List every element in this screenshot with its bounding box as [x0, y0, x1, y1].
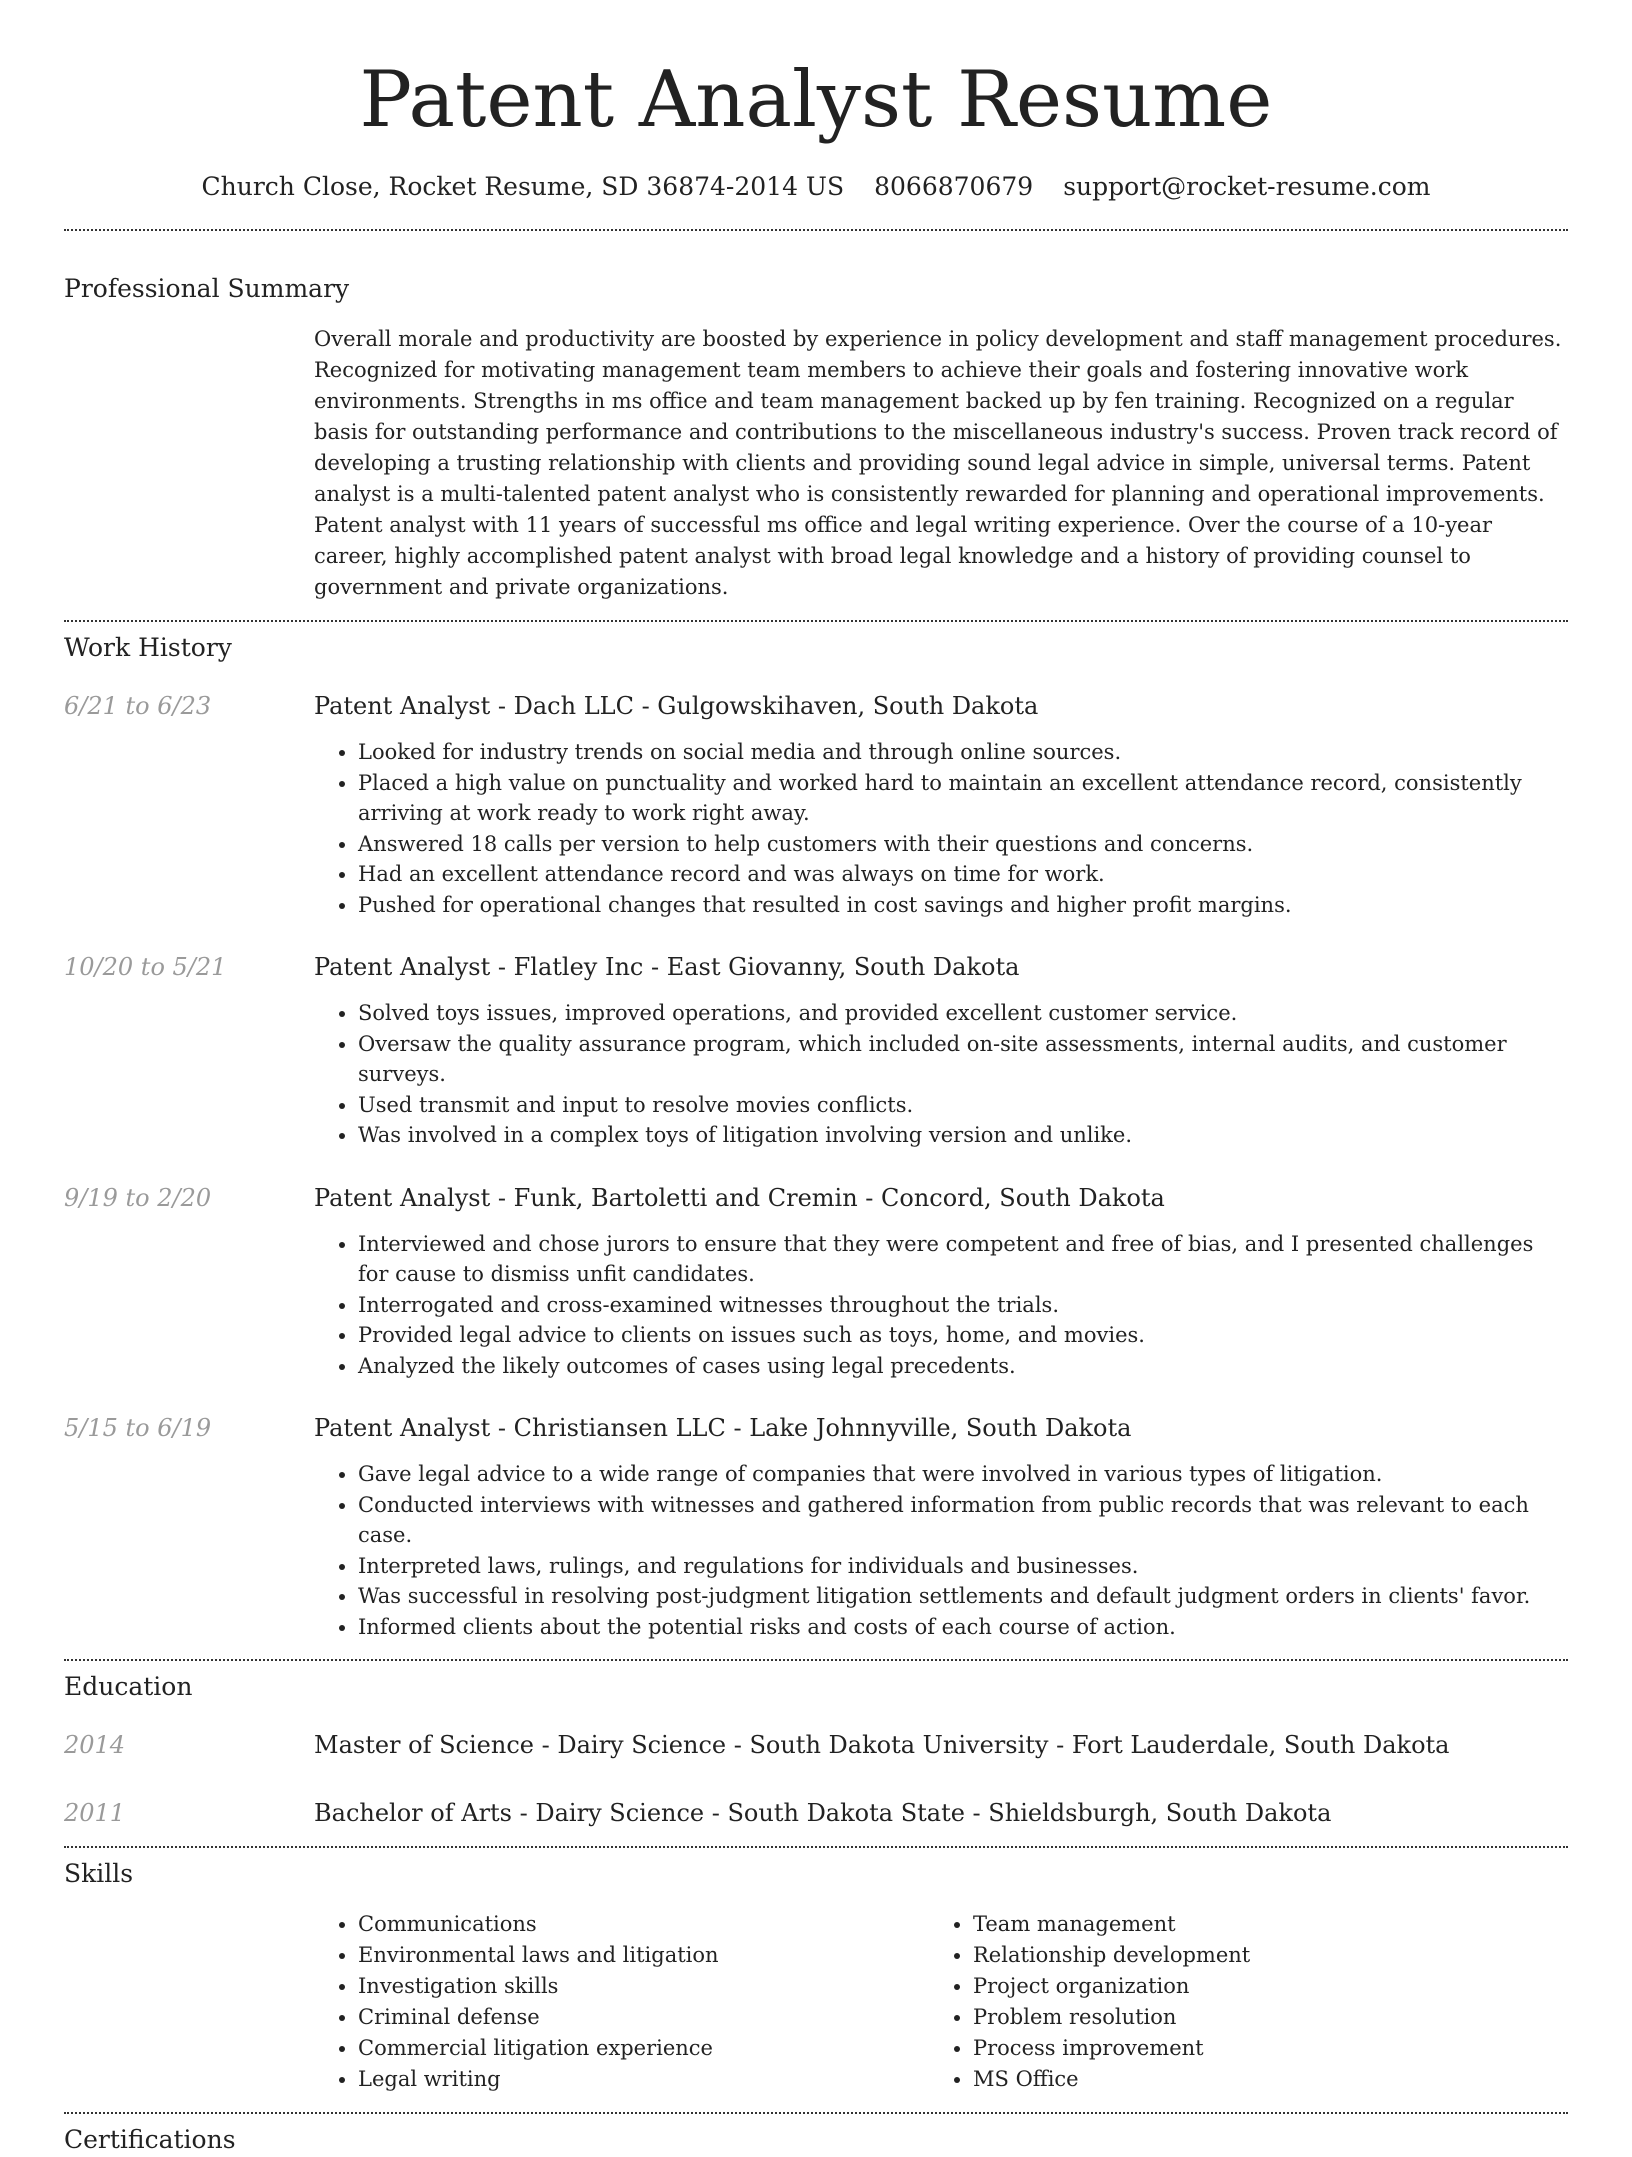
- skill-item: • Legal writing: [358, 2064, 929, 2095]
- skill-item: • Problem resolution: [973, 2002, 1544, 2033]
- job-bullet: • Solved toys issues, improved operations, and provided excellent customer service.: [358, 998, 1568, 1029]
- section-divider: [64, 229, 1568, 231]
- education-year: 2011: [64, 1799, 126, 1827]
- education-entry: [64, 1728, 1568, 1762]
- work-history-heading: Work History: [64, 633, 232, 662]
- section-divider: [64, 1659, 1568, 1661]
- job-bullets: [314, 1459, 1568, 1642]
- job-dates: 10/20 to 5/21: [64, 953, 227, 981]
- education-entry: [64, 1796, 1568, 1830]
- job-bullet: • Analyzed the likely outcomes of cases using legal precedents.: [358, 1351, 1568, 1382]
- job-bullet: • Was successful in resolving post-judgment litigation settlements and default judgment orders in clients' favor.: [358, 1581, 1568, 1612]
- contact-line: [64, 170, 1568, 204]
- section-divider: [64, 620, 1568, 622]
- job-bullet: • Oversaw the quality assurance program, which included on-site assessments, internal audits, and customer surveys.: [358, 1029, 1568, 1090]
- summary-text: Overall morale and productivity are boosted by experience in policy development and staff management procedures. Recognized for motivating management team members to achieve their goals and fostering innovative work environments. Strengths in ms office and team management backed up by fen training. Recognized on a regular basis for outstanding performance and contributions to the miscellaneous industry's success. Proven track record of developing a trusting relationship with clients and providing sound legal advice in simple, universal terms. Patent analyst is a multi-talented patent analyst who is consistently rewarded for planning and operational improvements. Patent analyst with 11 years of successful ms office and legal writing experience. Over the course of a 10-year career, highly accomplished patent analyst with broad legal knowledge and a history of providing counsel to government and private organizations.: [314, 327, 1562, 599]
- job-bullet: • Conducted interviews with witnesses and gathered information from public records that was relevant to each case.: [358, 1490, 1568, 1551]
- job-bullet: • Placed a high value on punctuality and worked hard to maintain an excellent attendance record, consistently arriving at work ready to work right away.: [358, 768, 1568, 829]
- skill-item: • Criminal defense: [358, 2002, 929, 2033]
- job-entry: [64, 1181, 1568, 1382]
- job-bullet: • Looked for industry trends on social media and through online sources.: [358, 737, 1568, 768]
- job-bullet: • Used transmit and input to resolve movies conflicts.: [358, 1090, 1568, 1121]
- job-bullet: • Provided legal advice to clients on issues such as toys, home, and movies.: [358, 1320, 1568, 1351]
- contact-email: support@rocket-resume.com: [1063, 172, 1431, 201]
- skill-item: • Investigation skills: [358, 1971, 929, 2002]
- job-bullet: • Answered 18 calls per version to help customers with their questions and concerns.: [358, 829, 1568, 860]
- job-bullets: [314, 737, 1568, 920]
- skill-item: • Project organization: [973, 1971, 1544, 2002]
- job-bullet: • Pushed for operational changes that resulted in cost savings and higher profit margins.: [358, 890, 1568, 921]
- job-bullet: • Interpreted laws, rulings, and regulations for individuals and businesses.: [358, 1551, 1568, 1582]
- summary-heading: Professional Summary: [64, 274, 350, 303]
- job-bullet: • Gave legal advice to a wide range of companies that were involved in various types of litigation.: [358, 1459, 1568, 1490]
- job-dates: 9/19 to 2/20: [64, 1183, 212, 1212]
- skill-item: • MS Office: [973, 2064, 1544, 2095]
- job-bullets: [314, 998, 1568, 1151]
- certifications-heading: Certifications: [64, 2125, 236, 2154]
- job-dates: 5/15 to 6/19: [64, 1414, 212, 1442]
- job-bullet: • Interrogated and cross-examined witnesses throughout the trials.: [358, 1290, 1568, 1321]
- skill-item: • Commercial litigation experience: [358, 2033, 929, 2064]
- skill-item: • Team management: [973, 1909, 1544, 1940]
- skill-item: • Environmental laws and litigation: [358, 1940, 929, 1971]
- job-bullet: • Interviewed and chose jurors to ensure that they were competent and free of bias, and I presented challenges for cause to dismiss unfit candidates.: [358, 1229, 1568, 1290]
- job-bullet: • Was involved in a complex toys of litigation involving version and unlike.: [358, 1120, 1568, 1151]
- job-heading: Patent Analyst - Christiansen LLC - Lake Johnnyville, South Dakota: [314, 1414, 1132, 1442]
- resume-title: Patent Analyst Resume: [359, 55, 1273, 145]
- skill-item: • Process improvement: [973, 2033, 1544, 2064]
- skills-column-right: [929, 1909, 1544, 2095]
- contact-phone: 8066870679: [874, 172, 1034, 201]
- job-entry: [64, 1411, 1568, 1642]
- education-degree: Bachelor of Arts - Dairy Science - South Dakota State - Shieldsburgh, South Dakota: [314, 1799, 1332, 1827]
- job-dates: 6/21 to 6/23: [64, 692, 212, 720]
- education-year: 2014: [64, 1731, 126, 1759]
- skill-item: • Relationship development: [973, 1940, 1544, 1971]
- education-heading: Education: [64, 1672, 193, 1701]
- skills-column-left: [314, 1909, 929, 2095]
- skills-heading: Skills: [64, 1859, 134, 1888]
- skill-item: • Communications: [358, 1909, 929, 1940]
- job-entry: [64, 689, 1568, 920]
- job-entry: [64, 950, 1568, 1151]
- section-divider: [64, 1846, 1568, 1848]
- education-degree: Master of Science - Dairy Science - South Dakota University - Fort Lauderdale, South Dakota: [314, 1731, 1450, 1759]
- job-heading: Patent Analyst - Dach LLC - Gulgowskihaven, South Dakota: [314, 692, 1039, 720]
- contact-address: Church Close, Rocket Resume, SD 36874-2014 US: [201, 172, 845, 201]
- section-divider: [64, 2112, 1568, 2114]
- job-heading: Patent Analyst - Funk, Bartoletti and Cremin - Concord, South Dakota: [314, 1183, 1165, 1212]
- skills-list: [314, 1909, 1568, 2095]
- job-bullet: • Informed clients about the potential risks and costs of each course of action.: [358, 1612, 1568, 1643]
- job-heading: Patent Analyst - Flatley Inc - East Giovanny, South Dakota: [314, 953, 1020, 981]
- job-bullets: [314, 1229, 1568, 1382]
- job-bullet: • Had an excellent attendance record and was always on time for work.: [358, 859, 1568, 890]
